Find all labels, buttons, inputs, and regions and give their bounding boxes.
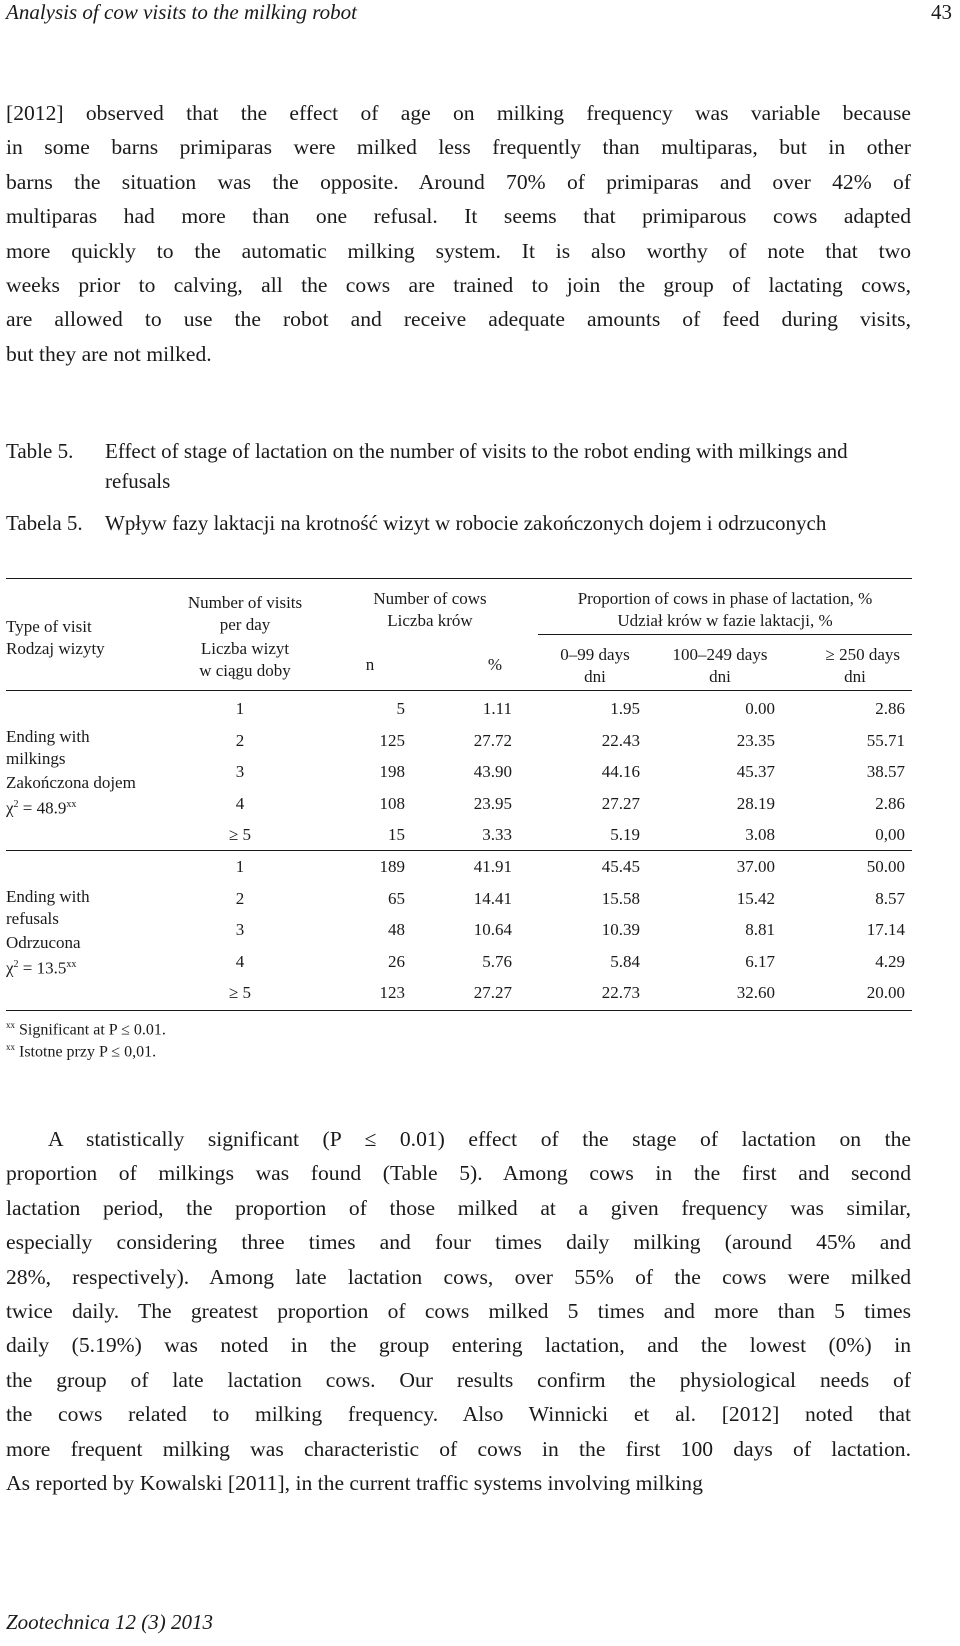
table-caption-en-label: Table 5.	[6, 439, 74, 463]
paragraph-line: especially considering three times and four times daily milking (around 45% and	[6, 1230, 911, 1255]
group1-chi-value: = 48.9	[18, 798, 67, 818]
table-note-en-text: Significant at P ≤ 0.01.	[15, 1021, 166, 1039]
paragraph-line: the cows related to milking frequency. Also Winnicki et al. [2012] noted that	[6, 1402, 911, 1427]
header-visits-2: per day	[219, 615, 271, 634]
header-type-en: Type of visit	[6, 617, 92, 636]
paragraph-line: twice daily. The greatest proportion of cows milked 5 times and more than 5 times	[6, 1299, 911, 1324]
group1-phase3-cell: 55.71	[866, 730, 905, 750]
group2-label-1: Ending with	[6, 887, 90, 906]
group2-phase2-cell: 37.00	[736, 857, 775, 876]
header-phase3-days: ≥ 250 days	[825, 645, 900, 664]
table-header-rule	[6, 690, 912, 691]
group1-phase2-cell: 23.35	[736, 730, 775, 750]
paragraph-line: A statistically significant (P ≤ 0.01) effect of the stage of lactation on the	[48, 1127, 911, 1151]
table-note-en-mark: xx	[6, 1020, 15, 1030]
group1-phase3-cell: 38.57	[866, 762, 905, 781]
paragraph-line: barns the situation was the opposite. Around 70% of primiparas and over 42% of	[6, 169, 911, 194]
header-proportion-en: Proportion of cows in phase of lactation, %	[577, 589, 873, 608]
group2-visits-cell: 4	[235, 951, 245, 971]
header-phase1-days: 0–99 days	[560, 645, 630, 664]
group2-chi-significance: xx	[66, 959, 77, 970]
group2-chi-symbol: χ	[6, 958, 14, 978]
group2-chi-value: = 13.5	[18, 958, 67, 978]
paragraph-line: but they are not milked.	[6, 341, 212, 366]
group2-n-cell: 48	[388, 920, 405, 939]
group2-n-cell: 189	[379, 857, 405, 876]
table-caption-pl-label: Tabela 5.	[6, 511, 83, 535]
header-cows-pl: Liczba krów	[387, 611, 473, 630]
paragraph-line: lactation period, the proportion of those milked at a given frequency was similar,	[6, 1195, 911, 1220]
table-note-pl-mark: xx	[6, 1042, 15, 1052]
table-caption-en	[6, 436, 906, 496]
group2-visits-cell: 3	[235, 920, 245, 939]
group1-phase3-cell: 0,00	[875, 825, 905, 844]
running-title: Analysis of cow visits to the milking robot	[6, 0, 357, 24]
group1-label-2: milkings	[6, 749, 66, 768]
header-visits-4: w ciągu doby	[199, 661, 291, 680]
group1-pct-cell: 43.90	[473, 762, 512, 781]
body-paragraph-1	[6, 96, 911, 371]
group2-phase1-cell: 45.45	[601, 857, 640, 876]
group1-phase3-cell: 2.86	[875, 699, 905, 718]
header-cows-en: Number of cows	[373, 589, 487, 608]
group2-phase3-cell: 8.57	[875, 888, 905, 908]
group1-n-cell: 15	[388, 825, 405, 844]
group1-n-cell: 125	[379, 730, 405, 750]
proportion-header-rule	[538, 634, 912, 635]
header-visits-1: Number of visits	[187, 593, 303, 612]
table-caption-pl	[6, 508, 906, 568]
paragraph-line: weeks prior to calving, all the cows are trained to join the group of lactating cows,	[6, 273, 911, 298]
page-number: 43	[931, 0, 952, 24]
paragraph-line: [2012] observed that the effect of age on milking frequency was variable because	[6, 101, 911, 125]
group2-phase1-cell: 22.73	[601, 983, 640, 1002]
group2-n-cell: 123	[379, 983, 405, 1002]
group1-chi-power: 2	[13, 799, 19, 810]
group2-phase3-cell: 4.29	[875, 951, 905, 971]
paragraph-line: are allowed to use the robot and receive adequate amounts of feed during visits,	[6, 307, 911, 332]
group1-phase2-cell: 0.00	[745, 699, 775, 718]
header-type-pl: Rodzaj wizyty	[6, 639, 105, 658]
group2-pct-cell: 27.27	[473, 983, 512, 1002]
group2-phase2-cell: 6.17	[745, 951, 775, 971]
group2-pct-cell: 5.76	[482, 951, 512, 971]
group1-chi	[6, 794, 76, 820]
paragraph-line: As reported by Kowalski [2011], in the current traffic systems involving milking	[6, 1471, 703, 1496]
group1-phase1-cell: 1.95	[610, 699, 640, 718]
group1-n-cell: 108	[379, 793, 405, 813]
group1-pct-cell: 3.33	[482, 825, 512, 844]
group2-chi-power: 2	[13, 959, 19, 970]
group1-phase2-cell: 28.19	[736, 793, 775, 813]
group2-phase2-cell: 8.81	[745, 920, 775, 939]
group2-pct-cell: 10.64	[473, 920, 512, 939]
body-paragraph-2	[6, 1122, 911, 1500]
group1-chi-significance: xx	[66, 799, 77, 810]
header-proportion-pl: Udział krów w fazie laktacji, %	[617, 611, 833, 630]
group1-phase2-cell: 45.37	[736, 762, 775, 781]
group2-phase3-cell: 50.00	[866, 857, 905, 876]
header-visits-3: Liczba wizyt	[200, 639, 290, 658]
group2-chi	[6, 954, 76, 980]
group2-n-cell: 26	[388, 951, 405, 971]
table-group-rule	[6, 850, 912, 851]
paragraph-line: in some barns primiparas were milked less frequently than multiparas, but in other	[6, 135, 911, 160]
group1-visits-cell: 2	[235, 730, 245, 750]
table-top-rule	[6, 578, 912, 579]
paragraph-line: more frequent milking was characteristic of cows in the first 100 days of lactation.	[6, 1436, 911, 1461]
running-header	[6, 0, 952, 30]
group1-phase2-cell: 3.08	[745, 825, 775, 844]
group2-phase1-cell: 5.84	[610, 951, 640, 971]
group2-label-3: Odrzucona	[6, 933, 81, 952]
group1-visits-cell: 3	[235, 762, 245, 781]
table-note-pl	[6, 1036, 156, 1063]
group1-visits-cell: 1	[235, 699, 245, 718]
paragraph-line: the group of late lactation cows. Our results confirm the physiological needs of	[6, 1367, 911, 1392]
table-bottom-rule	[6, 1010, 912, 1011]
table-caption-pl-text: Wpływ fazy laktacji na krotność wizyt w robocie zakończonych dojem i odrzuconych	[105, 511, 827, 535]
group2-phase3-cell: 17.14	[866, 920, 905, 939]
group1-phase1-cell: 5.19	[610, 825, 640, 844]
header-phase3-dni: dni	[844, 667, 866, 686]
group1-phase1-cell: 22.43	[601, 730, 640, 750]
group1-phase3-cell: 2.86	[875, 793, 905, 813]
group2-visits-cell: 1	[235, 857, 245, 876]
paragraph-line: multiparas had more than one refusal. It seems that primiparous cows adapted	[6, 204, 911, 229]
group2-phase3-cell: 20.00	[866, 983, 905, 1002]
paragraph-line: proportion of milkings was found (Table 5). Among cows in the first and second	[6, 1161, 911, 1186]
group2-visits-cell: ≥ 5	[228, 983, 252, 1002]
header-pct: %	[487, 655, 503, 674]
group1-label-1: Ending with	[6, 727, 90, 746]
group2-pct-cell: 41.91	[473, 857, 512, 876]
group1-pct-cell: 1.11	[482, 699, 512, 718]
group2-phase1-cell: 15.58	[601, 888, 640, 908]
paragraph-line: 28%, respectively). Among late lactation cows, over 55% of the cows were milked	[6, 1264, 911, 1289]
group1-visits-cell: 4	[235, 793, 245, 813]
group2-n-cell: 65	[388, 888, 405, 908]
header-phase1-dni: dni	[584, 667, 606, 686]
group1-pct-cell: 23.95	[473, 793, 512, 813]
header-phase2-days: 100–249 days	[672, 645, 768, 664]
group1-phase1-cell: 44.16	[601, 762, 640, 781]
group1-pct-cell: 27.72	[473, 730, 512, 750]
header-phase2-dni: dni	[709, 667, 731, 686]
group1-chi-symbol: χ	[6, 798, 14, 818]
group2-phase1-cell: 10.39	[601, 920, 640, 939]
group1-label-3: Zakończona dojem	[6, 773, 136, 792]
header-n: n	[365, 655, 375, 674]
group1-n-cell: 5	[396, 699, 405, 718]
table-note-pl-text: Istotne przy P ≤ 0,01.	[15, 1043, 157, 1061]
group2-visits-cell: 2	[235, 888, 245, 908]
group2-phase2-cell: 15.42	[736, 888, 775, 908]
group1-phase1-cell: 27.27	[601, 793, 640, 813]
paragraph-line: more quickly to the automatic milking system. It is also worthy of note that two	[6, 238, 911, 263]
group2-phase2-cell: 32.60	[736, 983, 775, 1002]
footer: Zootechnica 12 (3) 2013	[6, 1610, 214, 1634]
group2-label-2: refusals	[6, 909, 59, 928]
group1-visits-cell: ≥ 5	[228, 825, 252, 844]
group1-n-cell: 198	[379, 762, 405, 781]
table-caption-en-text: Effect of stage of lactation on the number of visits to the robot ending with milkings and refusals	[105, 439, 848, 493]
group2-pct-cell: 14.41	[473, 888, 512, 908]
paragraph-line: daily (5.19%) was noted in the group entering lactation, and the lowest (0%) in	[6, 1333, 911, 1358]
